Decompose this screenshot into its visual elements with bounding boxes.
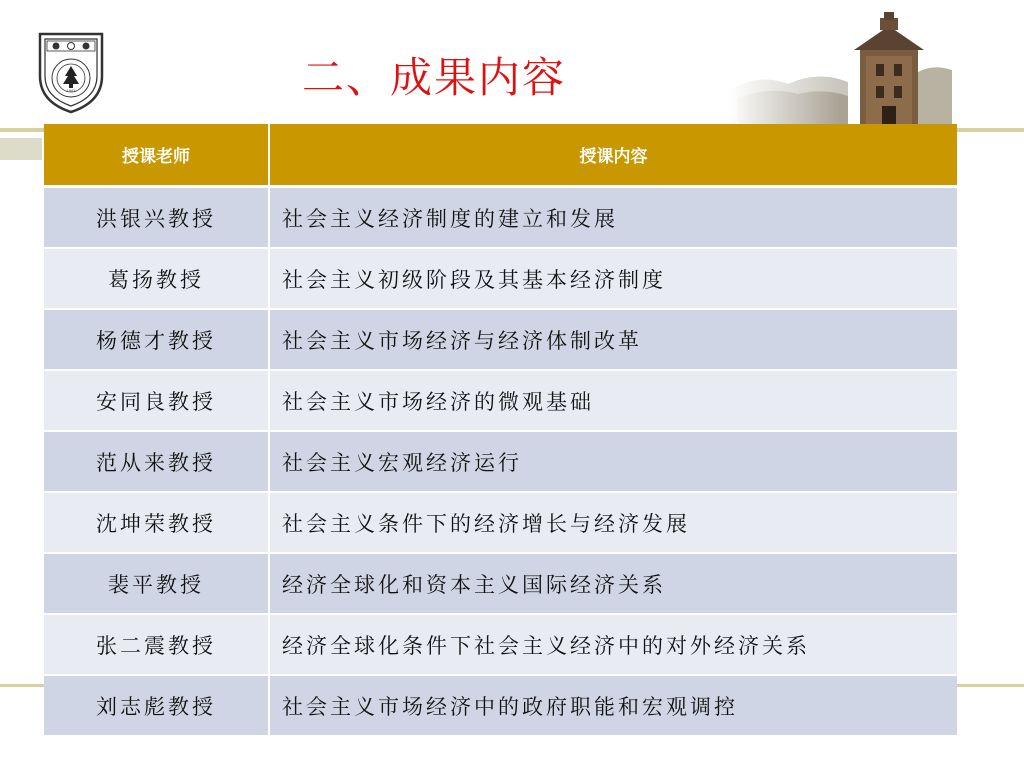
table-row: [44, 492, 957, 553]
tower-illustration: [728, 12, 952, 124]
content-cell: 社会主义条件下的经济增长与经济发展: [269, 492, 957, 553]
teacher-cell: 沈坤荣教授: [44, 492, 269, 553]
teacher-cell: 安同良教授: [44, 370, 269, 431]
decorative-bar: [0, 138, 42, 160]
teacher-cell: 葛扬教授: [44, 248, 269, 309]
teacher-cell: 裴平教授: [44, 553, 269, 614]
content-cell: 经济全球化条件下社会主义经济中的对外经济关系: [269, 614, 957, 675]
content-cell: 社会主义宏观经济运行: [269, 431, 957, 492]
page-title: 二、成果内容: [302, 53, 567, 102]
teacher-cell: 刘志彪教授: [44, 675, 269, 736]
content-cell: 社会主义经济制度的建立和发展: [269, 187, 957, 249]
teacher-cell: 张二震教授: [44, 614, 269, 675]
table-row: [44, 187, 957, 249]
decorative-rule: [956, 128, 1024, 132]
content-cell: 社会主义市场经济中的政府职能和宏观调控: [269, 675, 957, 736]
table-row: [44, 370, 957, 431]
svg-text:1902: 1902: [66, 89, 76, 93]
table-row: [44, 553, 957, 614]
header-content: 授课内容: [269, 124, 957, 187]
table-row: [44, 248, 957, 309]
content-cell: 社会主义初级阶段及其基本经济制度: [269, 248, 957, 309]
course-table: [44, 124, 957, 737]
header-teacher: 授课老师: [44, 124, 269, 187]
university-seal-logo: [36, 30, 106, 114]
decorative-rule: [0, 128, 45, 132]
content-cell: 社会主义市场经济与经济体制改革: [269, 309, 957, 370]
content-cell: 经济全球化和资本主义国际经济关系: [269, 553, 957, 614]
decorative-rule: [956, 684, 1024, 687]
decorative-rule: [0, 684, 45, 687]
teacher-cell: 范从来教授: [44, 431, 269, 492]
table-header-row: [44, 124, 957, 187]
content-cell: 社会主义市场经济的微观基础: [269, 370, 957, 431]
table-row: [44, 309, 957, 370]
table-row: [44, 431, 957, 492]
teacher-cell: 杨德才教授: [44, 309, 269, 370]
table-row: [44, 675, 957, 736]
teacher-cell: 洪银兴教授: [44, 187, 269, 249]
table-row: [44, 614, 957, 675]
